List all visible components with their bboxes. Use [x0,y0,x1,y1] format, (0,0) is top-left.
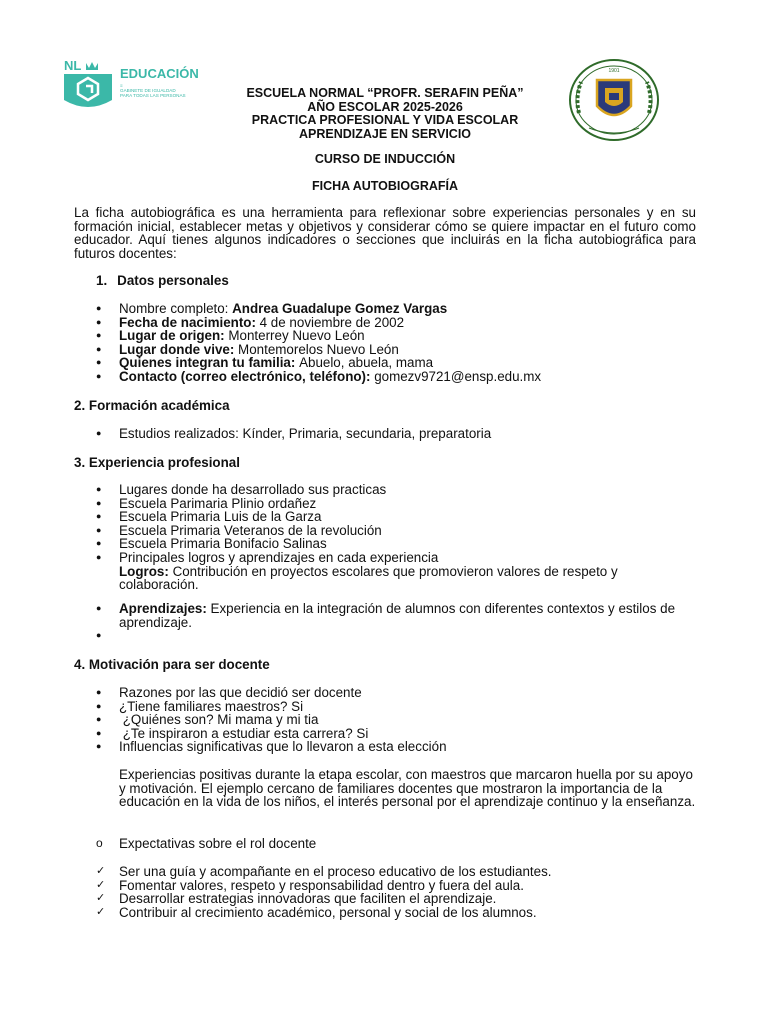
practice-title: PRACTICA PROFESIONAL Y VIDA ESCOLAR [251,113,519,127]
experience-list [96,483,696,592]
bullet-icon: ● [96,343,102,354]
list-item: ● Principales logros y aprendizajes en cada experiencia [96,549,439,565]
bullet-icon: ● [96,714,102,725]
circle-bullet-icon: o [96,836,103,850]
checklist-item: ✓ Desarrollar estrategias innovadoras que faciliten el aprendizaje. [96,891,497,907]
academic-list [96,427,696,441]
service-title: APRENDIZAJE EN SERVICIO [298,126,472,141]
bullet-icon: ● [96,524,102,535]
bullet-icon: ● [96,316,102,327]
motivation-paragraph: Experiencias positivas durante la etapa escolar, con maestros que marcaron huella por su apoyo y motivación. El ejemplo cercano de familiares docentes que mostraron la importancia de la educación en la vida de los niños, el interés personal por el aprendizaje continuo y la enseñanza. [119,767,696,810]
list-item: Logros: Contribución en proyectos escolares que promovieron valores de respeto y colaboración. [119,563,618,593]
svg-text:≡: ≡ [120,83,123,88]
aprendizajes-list [96,602,696,643]
expectations-list [96,837,696,851]
school-year: AÑO ESCOLAR 2025-2026 [307,99,463,114]
checkmark-icon: ✓ [96,892,106,905]
motivation-list [96,686,696,754]
list-item: ● Escuela Primaria Luis de la Garza [96,509,322,525]
bullet-icon: ● [96,687,102,697]
bullet-icon: ● [96,357,102,368]
checklist-item: ✓ Fomentar valores, respeto y responsabilidad dentro y fuera del aula. [96,877,524,893]
svg-text:NL: NL [64,58,82,73]
list-item-empty [96,629,696,643]
checkmark-icon: ✓ [96,878,106,891]
expectations-checklist [96,865,696,919]
logo-tagline-1: GABINETE DE IGUALDAD [120,88,176,93]
list-item: ● Lugar de origen: Monterrey Nuevo León [96,328,365,344]
list-item: ● Contacto (correo electrónico, teléfono): gomezv9721@ensp.edu.mx [96,368,542,384]
bullet-icon: ● [96,497,102,508]
checklist-item: ✓ Ser una guía y acompañante en el proceso educativo de los estudiantes. [96,864,552,879]
bullet-icon: ● [96,727,102,738]
bullet-icon: ● [96,330,102,341]
list-item: ● Aprendizajes: Experiencia en la integración de alumnos con diferentes contextos y estilos de aprendizaje. [96,601,676,630]
intro-paragraph: La ficha autobiográfica es una herramienta para reflexionar sobre experiencias personales y en su formación inicial, establecer metas y objetivos y considerar cómo se quiere impactar en el futuro como educador. Aquí tienes algunos indicadores o secciones que incluirás en la ficha autobiográfica para futuros docentes: [74,205,696,261]
bullet-icon: ● [96,370,102,381]
list-item: ● ¿Quiénes son? Mi mama y mi tia [96,712,319,728]
bullet-icon: ● [96,511,102,522]
list-item: ● Influencias significativas que lo llevaron a esta elección [96,739,447,755]
checkmark-icon: ✓ [96,905,106,918]
personal-data-list [96,302,696,384]
list-item: ● Lugares donde ha desarrollado sus practicas [96,482,387,497]
list-item: ● Escuela Primaria Veteranos de la revolución [96,522,382,538]
checkmark-icon: ✓ [96,865,106,877]
logo-brand: EDUCACIÓN [120,66,199,81]
seal-year: 1901 [608,68,620,74]
list-item: ● Razones por las que decidió ser docente [96,685,362,700]
bullet-icon: ● [96,630,102,641]
list-item: ● Escuela Parimaria Plinio ordañez [96,495,317,511]
bullet-icon: ● [96,603,102,613]
bullet-icon: ● [96,484,102,494]
header-titles [160,87,610,141]
list-item: ● Estudios realizados: Kínder, Primaria, secundaria, preparatoria [96,426,492,441]
list-item: ● Quienes integran tu familia: Abuelo, abuela, mama [96,355,434,371]
list-item: ● Nombre completo: Andrea Guadalupe Gomez Vargas [96,301,448,316]
course-title: CURSO DE INDUCCIÓN [314,152,456,166]
list-item: o Expectativas sobre el rol docente [96,836,317,851]
section-4-heading: 4. Motivación para ser docente [74,657,270,672]
list-item: ● ¿Te inspiraron a estudiar esta carrera? Si [96,725,369,741]
bullet-icon: ● [96,538,102,549]
bullet-icon: ● [96,551,102,562]
bullet-icon: ● [96,428,102,438]
section-3-heading: 3. Experiencia profesional [74,455,240,470]
logo-tagline-2: PARA TODAS LAS PERSONAS [120,93,186,98]
bullet-icon: ● [96,741,102,752]
school-name: ESCUELA NORMAL “PROFR. SERAFIN PEÑA” [246,86,524,100]
bullet-icon: ● [96,700,102,711]
section-1-heading: 1. Datos personales [96,273,229,288]
checklist-item: ✓ Contribuir al crecimiento académico, personal y social de los alumnos. [96,904,537,920]
list-item: ● ¿Tiene familiares maestros? Si [96,698,304,714]
list-item: ● Escuela Primaria Bonifacio Salinas [96,536,327,552]
list-item: ● Fecha de nacimiento: 4 de noviembre de 2002 [96,314,405,330]
document-title: FICHA AUTOBIOGRAFÍA [311,179,459,193]
list-item: ● Lugar donde vive: Montemorelos Nuevo León [96,341,399,357]
bullet-icon: ● [96,303,102,313]
section-2-heading: 2. Formación académica [74,398,230,413]
